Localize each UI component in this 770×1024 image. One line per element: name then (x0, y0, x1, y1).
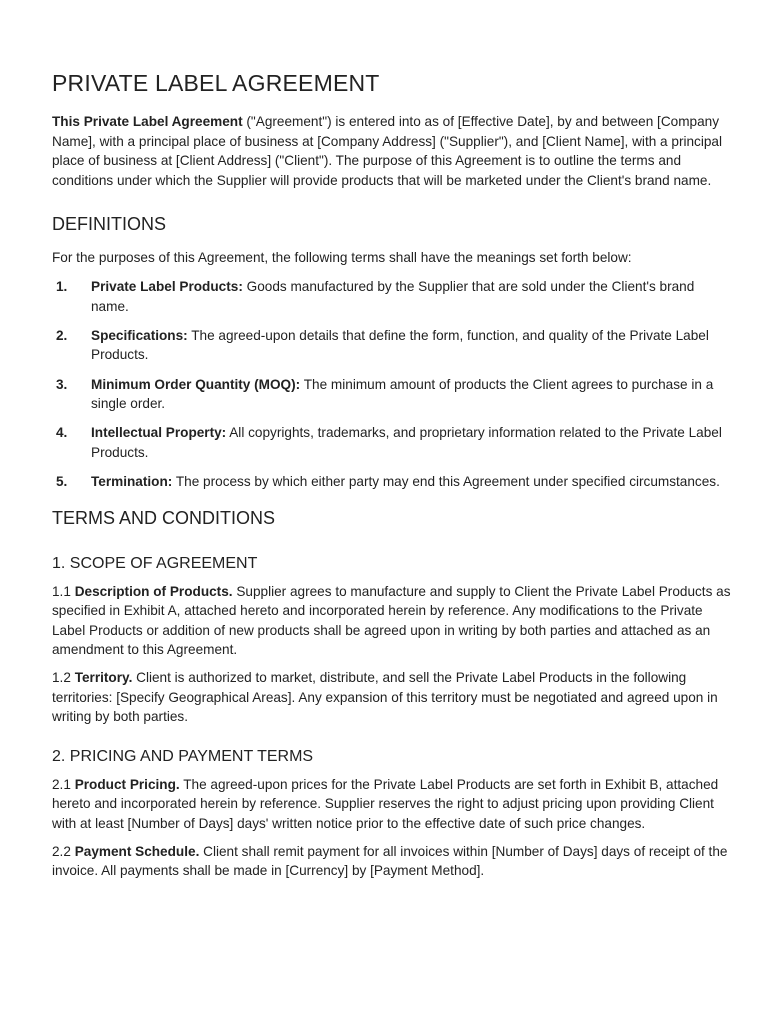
definition-text: Goods manufactured by the Supplier that are sold under the Client's brand name. (91, 278, 695, 314)
definition-number: 3. (56, 376, 68, 392)
document-title: PRIVATE LABEL AGREEMENT (52, 70, 380, 96)
clause-label: Description of Products. (74, 583, 233, 599)
clause-number: 2.1 (52, 776, 75, 792)
definition-term: Termination: (91, 474, 173, 490)
definitions-lead: For the purposes of this Agreement, the following terms shall have the meanings set forth below: (52, 250, 632, 266)
clause-text: Client is authorized to market, distribute, and sell the Private Label Products in the following territories: [Specify Geographical Areas]. Any expansion of this territory must be negotiated and agreed upon in writing by both parties. (52, 670, 718, 725)
clause-number: 1.1 (52, 583, 75, 599)
definition-number: 5. (56, 474, 68, 490)
definition-text: The process by which either party may end this Agreement under specified circumstances. (172, 474, 720, 490)
definitions-list (52, 277, 732, 492)
intro-paragraph (52, 112, 732, 190)
clause-label: Payment Schedule. (74, 843, 200, 859)
clause-text: Client shall remit payment for all invoices within [Number of Days] days of receipt of the invoice. All payments shall be made in [Currency] by [Payment Method]. (52, 843, 728, 879)
definition-term: Minimum Order Quantity (MOQ): (91, 376, 301, 392)
clause-1-1 (52, 582, 732, 660)
definition-text: The agreed-upon details that define the form, function, and quality of the Private Label Products. (91, 327, 709, 363)
definitions-heading: DEFINITIONS (52, 214, 167, 235)
definition-number: 4. (56, 425, 68, 441)
clause-2-2 (52, 842, 732, 881)
definition-term: Specifications: (91, 327, 188, 343)
definition-item (52, 423, 732, 462)
intro-text: ("Agreement") is entered into as of [Effective Date], by and between [Company Name], with a principal place of business at [Company Address] ("Supplier"), and [Client Name], with a principal place of business at [Client Address] ("Client"). The purpose of this Agreement is to outline the terms and conditions under which the Supplier will provide products that will be marketed under the Client's brand name. (52, 114, 723, 188)
definition-item (52, 472, 732, 492)
definition-item (52, 326, 732, 365)
definition-item (52, 375, 732, 414)
definition-text: All copyrights, trademarks, and proprietary information related to the Private Label Products. (91, 425, 722, 460)
clause-label: Product Pricing. (74, 776, 180, 792)
clause-1-2 (52, 668, 732, 727)
clause-number: 1.2 (52, 670, 75, 686)
clause-text: Supplier agrees to manufacture and supply to Client the Private Label Products as specified in Exhibit A, attached hereto and incorporated herein by reference. Any modifications to the Private Label Products or addition of new products shall be agreed upon in writing by both parties and attached as an amendment to this Agreement. (52, 583, 731, 658)
section-heading-scope: 1. SCOPE OF AGREEMENT (52, 554, 258, 572)
definition-number: 1. (56, 278, 68, 294)
section-heading-pricing: 2. PRICING AND PAYMENT TERMS (52, 747, 314, 765)
definition-number: 2. (56, 327, 68, 343)
clause-text: The agreed-upon prices for the Private Label Products are set forth in Exhibit B, attached hereto and incorporated herein by reference. Supplier reserves the right to adjust pricing upon providing Client with at least [Number of Days] days' written notice prior to the effective date of such price changes. (52, 776, 719, 832)
terms-heading: TERMS AND CONDITIONS (52, 507, 276, 528)
definition-item (52, 277, 732, 316)
clause-number: 2.2 (52, 843, 75, 859)
intro-lead: This Private Label Agreement (52, 114, 243, 129)
definition-text: The minimum amount of products the Client agrees to purchase in a single order. (91, 376, 714, 412)
clause-label: Territory. (74, 670, 133, 686)
clause-2-1 (52, 775, 732, 834)
document-page (52, 70, 732, 889)
definition-term: Intellectual Property: (91, 425, 227, 441)
definition-term: Private Label Products: (91, 278, 243, 294)
